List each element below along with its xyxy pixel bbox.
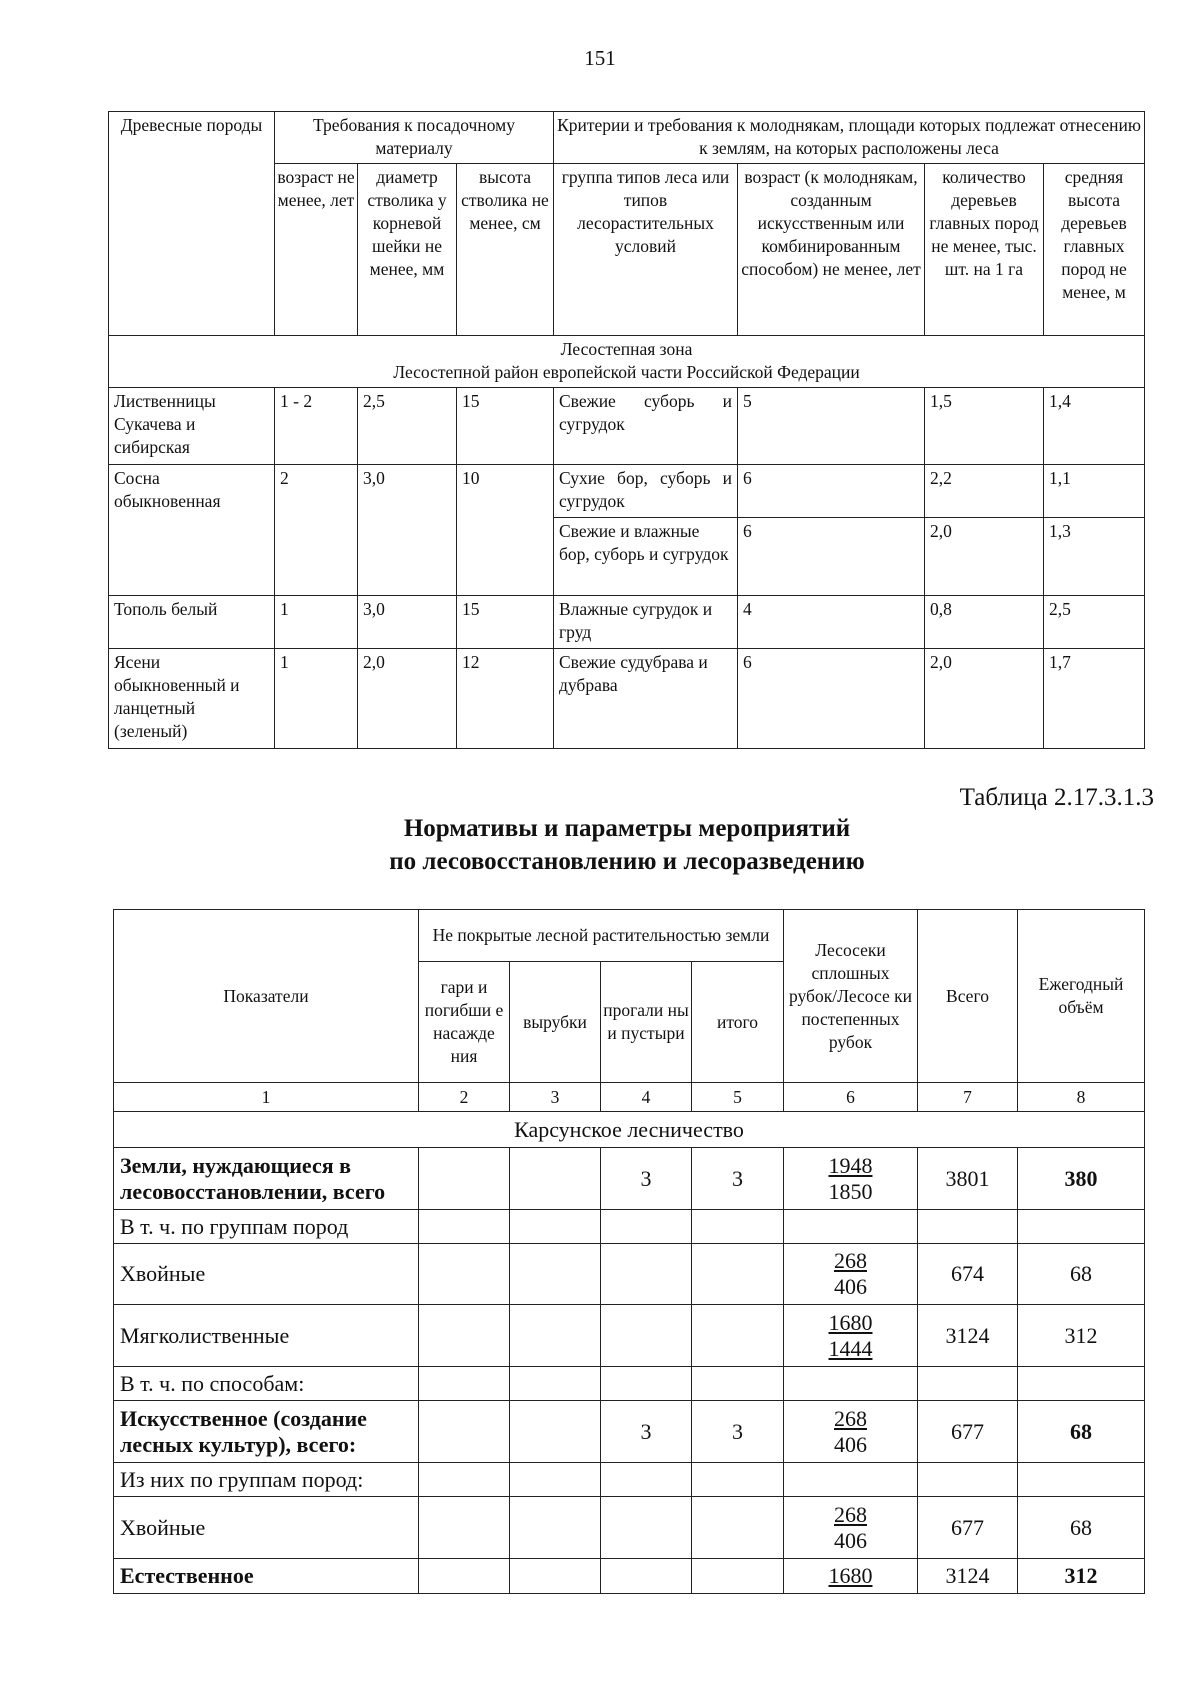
table-row	[114, 1148, 1145, 1210]
column-number: 7	[918, 1083, 1018, 1112]
cell-age: 2	[275, 465, 358, 596]
table-row	[114, 1367, 1145, 1401]
table-row	[109, 649, 1145, 749]
table-row	[114, 1463, 1145, 1497]
page-number: 151	[584, 46, 616, 70]
header-diameter: диаметр стволика у корневой шейки не менее, мм	[358, 164, 457, 336]
header-young-age: возраст (к молоднякам, созданным искусственным или комбинированным способом) не менее, лет	[738, 164, 925, 336]
row-label: В т. ч. по группам пород	[114, 1210, 419, 1244]
cell-annual: 312	[1018, 1305, 1145, 1367]
cell-clearcut	[784, 1244, 918, 1305]
gradual-cut-value: 406	[834, 1274, 867, 1299]
header-burnt: гари и погибши е насажде ния	[419, 962, 510, 1083]
cell-tree-count: 2,2	[925, 465, 1044, 518]
table-row	[109, 388, 1145, 465]
cell-total: 674	[918, 1244, 1018, 1305]
section-forestry: Карсунское лесничество	[114, 1112, 1145, 1148]
cell-clearcut	[784, 1305, 918, 1367]
cell-species: Ясени обыкновенный и ланцетный (зеленый)	[109, 649, 275, 749]
clearcut-value: 1948	[828, 1152, 873, 1178]
cell-cuttings	[510, 1401, 601, 1463]
cell-young-age: 6	[738, 649, 925, 749]
column-number: 3	[510, 1083, 601, 1112]
row-label: Мягколиственные	[114, 1305, 419, 1367]
header-species: Древесные породы	[109, 112, 275, 336]
table-title-line-2: по лесовосстановлению и лесоразведению	[389, 848, 865, 875]
cell-height: 15	[457, 388, 554, 465]
cell-clearcut	[784, 1559, 918, 1594]
table-row	[114, 1244, 1145, 1305]
row-label: Земли, нуждающиеся в лесовосстановлении, всего	[114, 1148, 419, 1210]
row-label: Хвойные	[114, 1244, 419, 1305]
cell-total: 3124	[918, 1559, 1018, 1594]
column-number: 1	[114, 1083, 419, 1112]
cell-species: Тополь белый	[109, 596, 275, 649]
gradual-cut-value: 406	[834, 1527, 867, 1553]
clearcut-value: 1680	[828, 1309, 873, 1335]
clearcut-value: 268	[834, 1248, 867, 1273]
header-glades: прогали ны и пустыри	[601, 962, 692, 1083]
table-title-line-1: Нормативы и параметры мероприятий	[403, 815, 851, 842]
cell-burnt	[419, 1401, 510, 1463]
cell-mean-height: 1,4	[1044, 388, 1145, 465]
reforestation-table	[113, 909, 1145, 1594]
table-title	[0, 812, 1200, 878]
cell-cuttings	[510, 1148, 601, 1210]
column-number: 8	[1018, 1083, 1145, 1112]
table-row	[114, 1559, 1145, 1594]
header-planting-requirements: Требования к посадочному материалу	[275, 112, 554, 164]
column-number: 6	[784, 1083, 918, 1112]
cell-total: 677	[918, 1497, 1018, 1559]
table-row	[114, 1305, 1145, 1367]
section-region: Лесостепной район европейской части Российской Федерации	[393, 362, 860, 382]
row-label: Из них по группам пород:	[114, 1463, 419, 1497]
cell-tree-count: 0,8	[925, 596, 1044, 649]
cell-mean-height: 1,3	[1044, 518, 1145, 596]
cell-subtotal: 3	[692, 1148, 784, 1210]
cell-diameter: 3,0	[358, 465, 457, 596]
cell-diameter: 2,0	[358, 649, 457, 749]
gradual-cut-value: 1444	[828, 1335, 873, 1361]
cell-young-age: 6	[738, 518, 925, 596]
header-tree-count: количество деревьев главных пород не менее, тыс. шт. на 1 га	[925, 164, 1044, 336]
row-label: В т. ч. по способам:	[114, 1367, 419, 1401]
clearcut-value: 268	[834, 1405, 867, 1431]
cell-species: Сосна обыкновенная	[109, 465, 275, 596]
cell-height: 12	[457, 649, 554, 749]
header-age: возраст не менее, лет	[275, 164, 358, 336]
header-indicators: Показатели	[114, 910, 419, 1083]
cell-annual: 68	[1018, 1401, 1145, 1463]
cell-total: 3124	[918, 1305, 1018, 1367]
cell-total: 677	[918, 1401, 1018, 1463]
cell-forest-group: Сухие бор, суборь и сугрудок	[554, 465, 738, 518]
header-total: Всего	[918, 910, 1018, 1083]
header-height: высота стволика не менее, см	[457, 164, 554, 336]
header-mean-height: средняя высота деревьев главных пород не менее, м	[1044, 164, 1145, 336]
cell-glades: 3	[601, 1148, 692, 1210]
gradual-cut-value: 1850	[828, 1178, 873, 1204]
table-label: Таблица 2.17.3.1.3	[959, 784, 1154, 811]
cell-young-age: 4	[738, 596, 925, 649]
section-heading	[109, 336, 1145, 388]
cell-age: 1	[275, 649, 358, 749]
cell-mean-height: 1,1	[1044, 465, 1145, 518]
section-zone: Лесостепная зона	[560, 339, 693, 359]
cell-tree-count: 1,5	[925, 388, 1044, 465]
header-clearcut: Лесосеки сплошных рубок/Лесосе ки постепенных рубок	[784, 910, 918, 1083]
column-number: 4	[601, 1083, 692, 1112]
cell-annual: 312	[1018, 1559, 1145, 1594]
cell-tree-count: 2,0	[925, 518, 1044, 596]
cell-young-age: 5	[738, 388, 925, 465]
header-young-stand-criteria: Критерии и требования к молоднякам, площади которых подлежат отнесению к землям, на которых расположены леса	[554, 112, 1145, 164]
cell-age: 1 - 2	[275, 388, 358, 465]
header-annual: Ежегодный объём	[1018, 910, 1145, 1083]
table-row	[114, 1401, 1145, 1463]
cell-burnt	[419, 1148, 510, 1210]
header-cuttings: вырубки	[510, 962, 601, 1083]
cell-young-age: 6	[738, 465, 925, 518]
cell-tree-count: 2,0	[925, 649, 1044, 749]
cell-diameter: 2,5	[358, 388, 457, 465]
cell-mean-height: 2,5	[1044, 596, 1145, 649]
cell-forest-group: Свежие судубрава и дубрава	[554, 649, 738, 749]
row-label: Хвойные	[114, 1497, 419, 1559]
clearcut-value: 1680	[828, 1563, 873, 1588]
cell-subtotal: 3	[692, 1401, 784, 1463]
table-row	[114, 1210, 1145, 1244]
clearcut-value: 268	[834, 1501, 867, 1527]
cell-forest-group: Влажные сугрудок и груд	[554, 596, 738, 649]
column-number: 5	[692, 1083, 784, 1112]
cell-clearcut	[784, 1148, 918, 1210]
cell-mean-height: 1,7	[1044, 649, 1145, 749]
cell-total: 3801	[918, 1148, 1018, 1210]
cell-annual: 68	[1018, 1497, 1145, 1559]
cell-species: Лиственницы Сукачева и сибирская	[109, 388, 275, 465]
row-label: Искусственное (создание лесных культур), всего:	[114, 1401, 419, 1463]
cell-clearcut	[784, 1497, 918, 1559]
table-row	[114, 1497, 1145, 1559]
cell-age: 1	[275, 596, 358, 649]
cell-forest-group: Свежие суборь и сугрудок	[554, 388, 738, 465]
header-not-covered: Не покрытые лесной растительностью земли	[419, 910, 784, 962]
table-row	[109, 596, 1145, 649]
cell-height: 10	[457, 465, 554, 596]
table-row	[109, 465, 1145, 518]
planting-requirements-table	[108, 111, 1145, 749]
cell-clearcut	[784, 1401, 918, 1463]
cell-diameter: 3,0	[358, 596, 457, 649]
cell-annual: 68	[1018, 1244, 1145, 1305]
cell-height: 15	[457, 596, 554, 649]
cell-forest-group: Свежие и влажные бор, суборь и сугрудок	[554, 518, 738, 596]
column-numbers-row	[114, 1083, 1145, 1112]
header-subtotal: итого	[692, 962, 784, 1083]
cell-glades: 3	[601, 1401, 692, 1463]
header-forest-group: группа типов леса или типов лесорастительных условий	[554, 164, 738, 336]
column-number: 2	[419, 1083, 510, 1112]
gradual-cut-value: 406	[834, 1431, 867, 1457]
row-label: Естественное	[114, 1559, 419, 1594]
cell-annual: 380	[1018, 1148, 1145, 1210]
